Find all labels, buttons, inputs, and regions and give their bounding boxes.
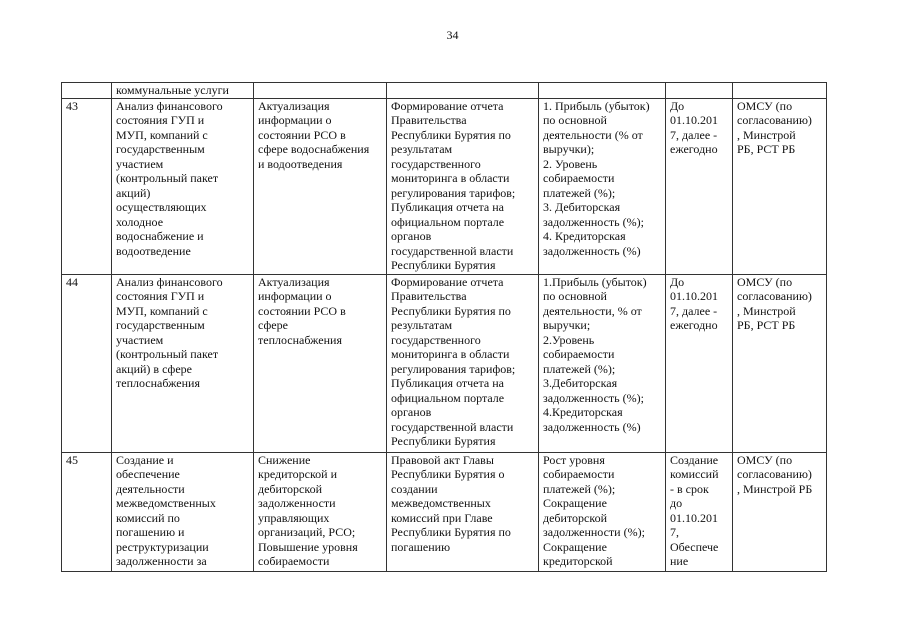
cell-number xyxy=(62,83,112,99)
cell-result: Формирование отчета Правительства Республики Бурятия по результатам государственного мониторинга в области регулирования тарифов; Публикация отчета на официальном портале органов государственной власти Республики Бурятия xyxy=(387,274,539,452)
cell-indicators: Рост уровня собираемости платежей (%); Сокращение дебиторской задолженности (%); Сокращение кредиторской xyxy=(539,452,666,571)
cell-number: 44 xyxy=(62,274,112,452)
cell-purpose: Снижение кредиторской и дебиторской задолженности управляющих организаций, РСО; Повышение уровня собираемости xyxy=(254,452,387,571)
table-row xyxy=(62,274,827,452)
cell-number: 43 xyxy=(62,98,112,274)
cell-task: Анализ финансового состояния ГУП и МУП, компаний с государственным участием (контрольный пакет акций) в сфере теплоснабжения xyxy=(112,274,254,452)
cell-purpose xyxy=(254,83,387,99)
cell-deadline: До 01.10.201 7, далее - ежегодно xyxy=(666,274,733,452)
cell-indicators: 1. Прибыль (убыток) по основной деятельности (% от выручки); 2. Уровень собираемости платежей (%); 3. Дебиторская задолженность (%); 4. Кредиторская задолженность (%) xyxy=(539,98,666,274)
cell-number: 45 xyxy=(62,452,112,571)
table-row xyxy=(62,452,827,571)
cell-result: Правовой акт Главы Республики Бурятия о создании межведомственных комиссий при Главе Республики Бурятия по погашению xyxy=(387,452,539,571)
page-number: 34 xyxy=(446,28,459,42)
table-row-continuation xyxy=(62,83,827,99)
cell-responsible: ОМСУ (по согласованию) , Минстрой РБ, РСТ РБ xyxy=(733,274,827,452)
table-row xyxy=(62,98,827,274)
cell-deadline xyxy=(666,83,733,99)
cell-deadline: Создание комиссий - в срок до 01.10.201 7, Обеспече ние xyxy=(666,452,733,571)
cell-responsible xyxy=(733,83,827,99)
cell-purpose: Актуализация информации о состоянии РСО в сфере водоснабжения и водоотведения xyxy=(254,98,387,274)
cell-result: Формирование отчета Правительства Республики Бурятия по результатам государственного мониторинга в области регулирования тарифов; Публикация отчета на официальном портале органов государственной власти Республики Бурятия xyxy=(387,98,539,274)
cell-task: Создание и обеспечение деятельности межведомственных комиссий по погашению и реструктуризации задолженности за xyxy=(112,452,254,571)
cell-task: Анализ финансового состояния ГУП и МУП, компаний с государственным участием (контрольный пакет акций) осуществляющих холодное водоснабжение и водоотведение xyxy=(112,98,254,274)
cell-deadline: До 01.10.201 7, далее - ежегодно xyxy=(666,98,733,274)
plan-table xyxy=(61,82,827,572)
cell-responsible: ОМСУ (по согласованию) , Минстрой РБ, РСТ РБ xyxy=(733,98,827,274)
cell-task: коммунальные услуги xyxy=(112,83,254,99)
cell-responsible: ОМСУ (по согласованию) , Минстрой РБ xyxy=(733,452,827,571)
cell-result xyxy=(387,83,539,99)
cell-indicators xyxy=(539,83,666,99)
cell-purpose: Актуализация информации о состоянии РСО в сфере теплоснабжения xyxy=(254,274,387,452)
cell-indicators: 1.Прибыль (убыток) по основной деятельности, % от выручки; 2.Уровень собираемости платежей (%); 3.Дебиторская задолженность (%); 4.Кредиторская задолженность (%) xyxy=(539,274,666,452)
